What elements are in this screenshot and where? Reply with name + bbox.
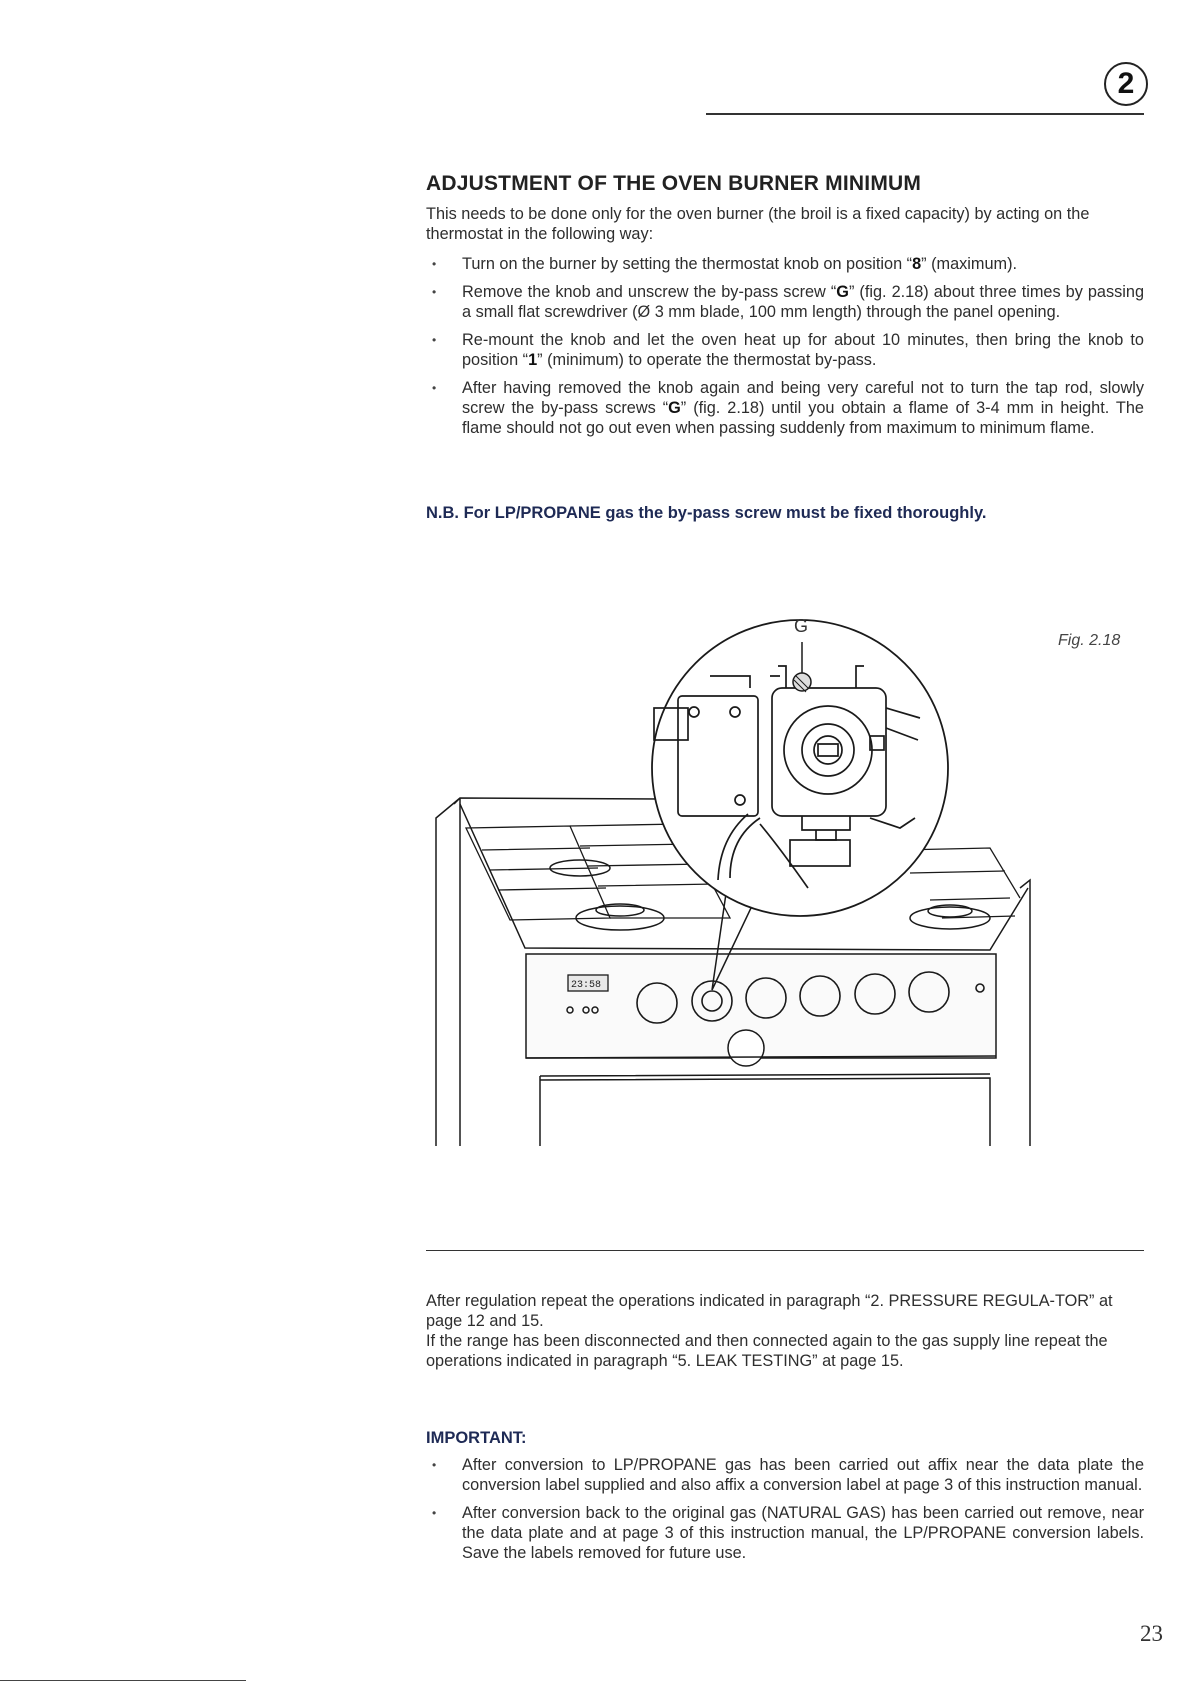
- chapter-rule: [706, 113, 1144, 115]
- clock-display-text: 23:58: [571, 980, 602, 991]
- oven-thermostat-illustration: [430, 618, 1070, 1148]
- figure-label: Fig. 2.18: [1058, 632, 1121, 649]
- important-list: [426, 1455, 1144, 1571]
- important-item: • After conversion back to the original gas (NATURAL GAS) has been carried out remove, near the data plate and at page 3 of this instruction manual, the LP/PROPANE conversion labels. Save the labels removed for future use.: [426, 1503, 1144, 1563]
- after-line: If the range has been disconnected and then connected again to the gas supply line repeat the operations indicated in paragraph “5. LEAK TESTING” at page 15.: [426, 1332, 1108, 1370]
- important-item: • After conversion to LP/PROPANE gas has been carried out affix near the data plate the conversion label supplied and also affix a conversion label at page 3 of this instruction manual.: [426, 1455, 1144, 1495]
- magnified-detail-circle: [652, 620, 948, 916]
- page-number: 23: [1140, 1621, 1163, 1646]
- step-item: • Remove the knob and unscrew the by-pass screw “G” (fig. 2.18) about three times by passing a small flat screwdriver (Ø 3 mm blade, 100 mm length) through the panel opening.: [426, 282, 1144, 322]
- important-heading: IMPORTANT:: [426, 1429, 527, 1447]
- section-title: ADJUSTMENT OF THE OVEN BURNER MINIMUM: [426, 172, 922, 195]
- callout-letter: G: [794, 618, 809, 636]
- steps-list: [426, 254, 1144, 446]
- propane-note: N.B. For LP/PROPANE gas the by-pass screw must be fixed thoroughly.: [426, 504, 987, 522]
- after-regulation-paragraph: [426, 1291, 1144, 1371]
- chapter-badge: 2: [1104, 62, 1148, 106]
- footer-rule: [0, 1680, 246, 1681]
- step-item: • After having removed the knob again and being very careful not to turn the tap rod, slowly screw the by-pass screws “G” (fig. 2.18) until you obtain a flame of 3-4 mm in height. The flame should not go out even when passing suddenly from maximum to minimum flame.: [426, 378, 1144, 438]
- step-item: • Re-mount the knob and let the oven heat up for about 10 minutes, then bring the knob to position “1” (minimum) to operate the thermostat by-pass.: [426, 330, 1144, 370]
- after-line: After regulation repeat the operations indicated in paragraph “2. PRESSURE REGULA-TOR” at page 12 and 15.: [426, 1292, 1113, 1330]
- step-item: • Turn on the burner by setting the thermostat knob on position “8” (maximum).: [426, 254, 1144, 274]
- oven-door: [526, 1056, 996, 1146]
- section-divider: [426, 1250, 1144, 1251]
- oven-door-handle-knob: [728, 1030, 764, 1066]
- intro-paragraph: This needs to be done only for the oven burner (the broil is a fixed capacity) by acting on the thermostat in the following way:: [426, 205, 1090, 243]
